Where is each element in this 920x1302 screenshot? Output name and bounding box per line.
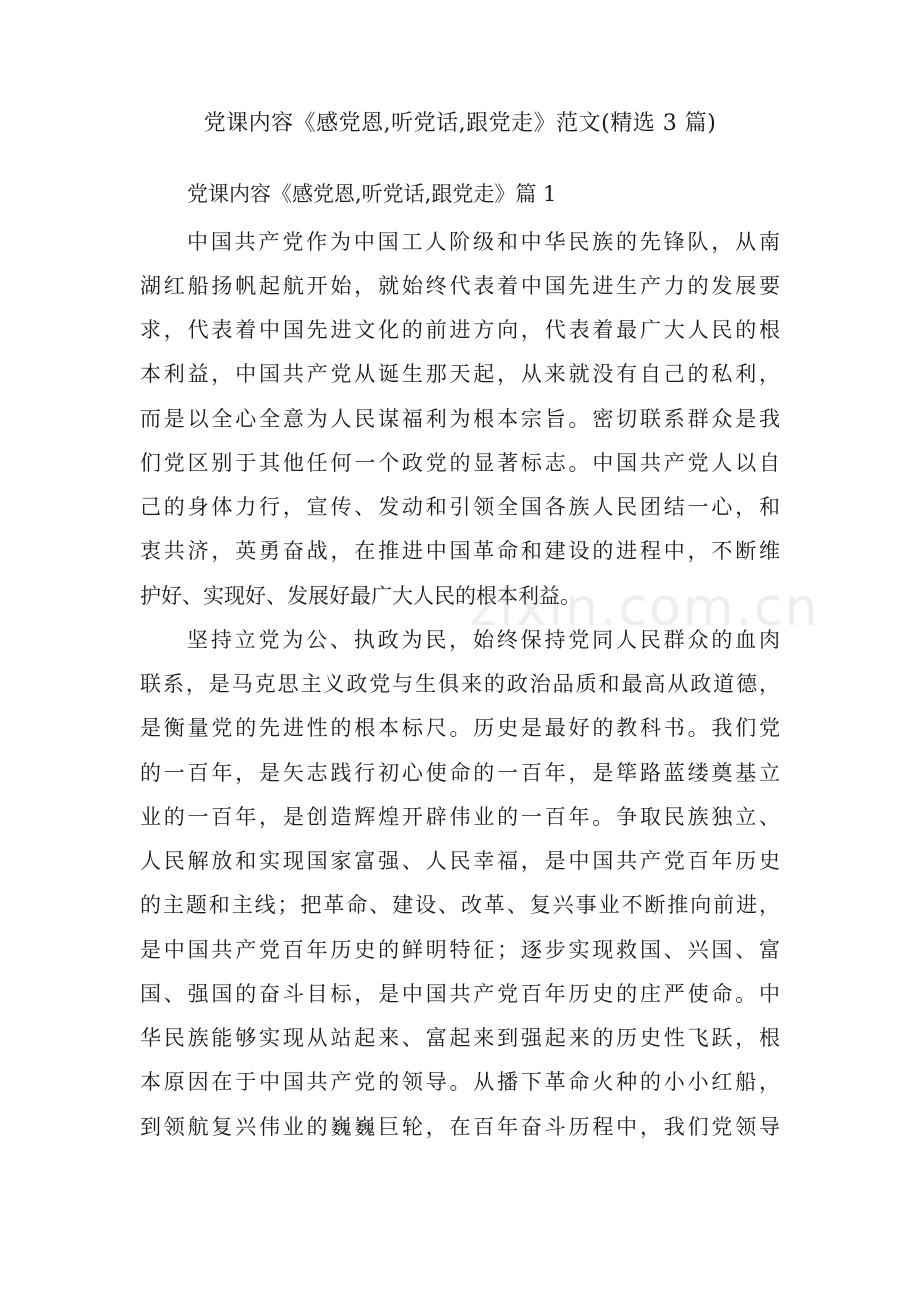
paragraph-2-line-9: 国、强国的奋斗目标，是中国共产党百年历史的庄严使命。中 xyxy=(140,982,780,1006)
paragraph-2-line-11: 本原因在于中国共产党的领导。从播下革命火种的小小红船， xyxy=(140,1070,780,1094)
paragraph-2-line-8: 是中国共产党百年历史的鲜明特征；逐步实现救国、兴国、富 xyxy=(140,938,780,962)
paragraph-1-line-4: 本利益，中国共产党从诞生那天起，从来就没有自己的私利， xyxy=(140,362,780,386)
paragraph-2-line-10: 华民族能够实现从站起来、富起来到强起来的历史性飞跃，根 xyxy=(140,1026,780,1050)
paragraph-1-line-1: 中国共产党作为中国工人阶级和中华民族的先锋队，从南 xyxy=(187,230,780,254)
paragraph-2-line-12: 到领航复兴伟业的巍巍巨轮，在百年奋斗历程中，我们党领导 xyxy=(140,1115,780,1139)
paragraph-1-line-6: 们党区别于其他任何一个政党的显著标志。中国共产党人以自 xyxy=(140,451,780,475)
section-heading: 党课内容《感党恩,听党话,跟党走》篇 1 xyxy=(187,182,557,206)
paragraph-1-line-7: 己的身体力行，宣传、发动和引领全国各族人民团结一心，和 xyxy=(140,495,780,519)
paragraph-2-line-2: 联系，是马克思主义政党与生俱来的政治品质和最高从政道德， xyxy=(140,672,780,696)
paragraph-1-line-5: 而是以全心全意为人民谋福利为根本宗旨。密切联系群众是我 xyxy=(140,407,780,431)
paragraph-1-line-8: 衷共济，英勇奋战，在推进中国革命和建设的进程中，不断维 xyxy=(140,539,780,563)
paragraph-1-line-2: 湖红船扬帆起航开始，就始终代表着中国先进生产力的发展要 xyxy=(140,274,780,298)
watermark-text: zixin.com.cn xyxy=(470,578,820,638)
paragraph-2-line-1: 坚持立党为公、执政为民，始终保持党同人民群众的血肉 xyxy=(187,628,780,652)
paragraph-2-line-7: 的主题和主线；把革命、建设、改革、复兴事业不断推向前进， xyxy=(140,893,780,917)
paragraph-2-line-3: 是衡量党的先进性的根本标尺。历史是最好的教科书。我们党 xyxy=(140,716,780,740)
paragraph-2-line-5: 业的一百年，是创造辉煌开辟伟业的一百年。争取民族独立、 xyxy=(140,805,780,829)
paragraph-2-line-6: 人民解放和实现国家富强、人民幸福，是中国共产党百年历史 xyxy=(140,849,780,873)
paragraph-2-line-4: 的一百年，是矢志践行初心使命的一百年，是筚路蓝缕奠基立 xyxy=(140,761,780,785)
paragraph-1-line-3: 求，代表着中国先进文化的前进方向，代表着最广大人民的根 xyxy=(140,318,780,342)
document-title: 党课内容《感党恩,听党话,跟党走》范文(精选 3 篇) xyxy=(203,111,717,136)
paragraph-1-line-9: 护好、实现好、发展好最广大人民的根本利益。 xyxy=(140,584,581,608)
